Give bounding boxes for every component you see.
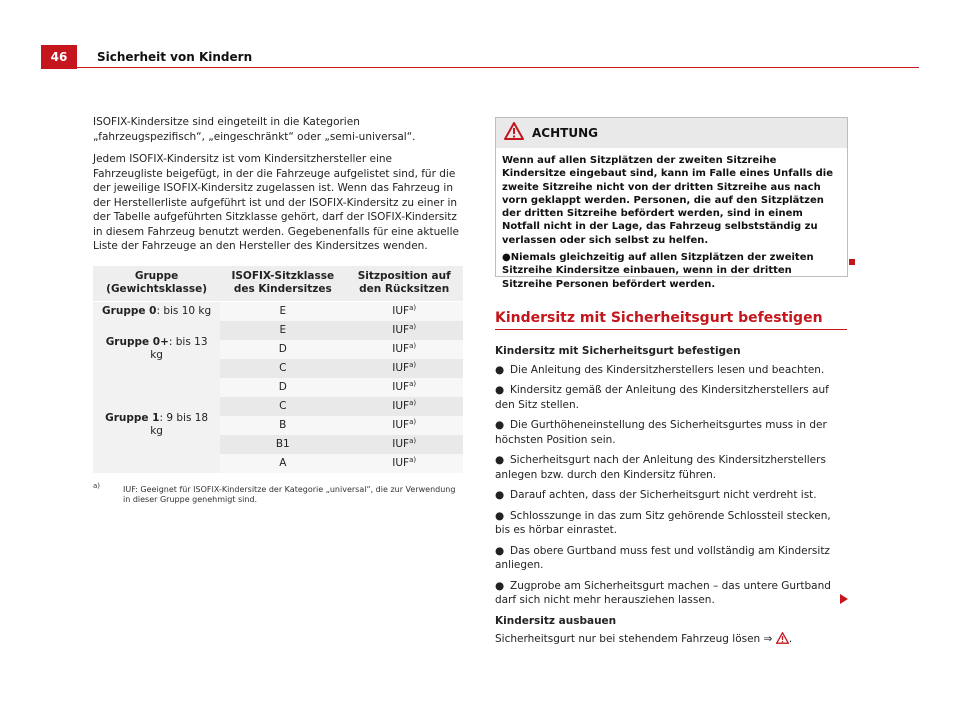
class-cell: B: [220, 416, 345, 435]
isofix-table: [93, 266, 463, 473]
warning-end-mark: [849, 259, 855, 265]
header-rule: [41, 67, 919, 68]
list-item: ● Zugprobe am Sicherheitsgurt machen – das untere Gurtband darf sich nicht mehr herausziehen lassen.: [495, 579, 831, 606]
list-item: ● Schlosszunge in das zum Sitz gehörende Schlossteil stecken, bis es hörbar einrastet.: [495, 509, 831, 536]
bullet-icon: ●: [495, 579, 505, 592]
table-header-position: Sitzposition auf den Rücksitzen: [345, 266, 463, 302]
subheading-fasten: Kindersitz mit Sicherheitsgurt befestigen: [495, 345, 741, 357]
footnote-text: IUF: Geeignet für ISOFIX-Kindersitze der Kategorie „universal“, die zur Verwendung in dieser Gruppe genehmigt sind.: [123, 484, 456, 504]
class-cell: B1: [220, 435, 345, 454]
bullet-icon: ●: [495, 384, 505, 396]
class-cell: E: [220, 301, 345, 321]
warning-title: ACHTUNG: [532, 125, 598, 140]
warning-bullet: ●Niemals gleichzeitig auf allen Sitzplätzen der zweiten Sitzreihe Kindersitze einbauen, wenn in der dritten Sitzreihe Personen befördert werden.: [502, 252, 814, 290]
warning-triangle-icon: [504, 122, 524, 145]
bullet-icon: ●: [495, 489, 505, 501]
class-cell: D: [220, 340, 345, 359]
table-header-group: Gruppe (Gewichtsklasse): [93, 266, 220, 302]
table-row: [93, 301, 463, 321]
class-cell: E: [220, 321, 345, 340]
right-column: [495, 344, 847, 655]
bullet-icon: ●: [495, 363, 505, 376]
bullet-icon: ●: [495, 454, 505, 466]
group-cell: Gruppe 1: 9 bis 18 kg: [93, 378, 220, 473]
left-column: [93, 115, 463, 505]
group-cell: Gruppe 0+: bis 13 kg: [93, 321, 220, 378]
remove-instruction: Sicherheitsgurt nur bei stehendem Fahrzeug lösen ⇒ .: [495, 632, 847, 649]
warning-body: [496, 148, 847, 291]
table-row: [93, 378, 463, 397]
warning-box: [495, 117, 848, 290]
position-cell: IUF$^{a)}$: [345, 397, 463, 416]
vehicle-list-paragraph: Jedem ISOFIX-Kindersitz ist vom Kindersitzhersteller eine Fahrzeugliste beigefügt, in der die Fahrzeuge aufgelistet sind, für die der jeweilige ISOFIX-Kindersitz zugelassen ist. Wenn das Fahrzeug in der Herstellerliste aufgeführt ist und der ISOFIX-Kindersitz zu einer in der Tabelle aufgeführten Sitzklasse gehört, darf der ISOFIX-Kindersitz in diesem Fahrzeug benutzt werden. Gegebenenfalls für eine aktuelle Liste der Fahrzeuge an den Hersteller des Kindersitzes wenden.: [93, 153, 459, 252]
position-cell: IUF$^{a)}$: [345, 416, 463, 435]
position-cell: IUF$^{a)}$: [345, 435, 463, 454]
footnote: [93, 481, 463, 505]
inline-warning-icon: [776, 632, 789, 649]
intro-paragraph: ISOFIX-Kindersitze sind eingeteilt in die Kategorien „fahrzeugspezifisch“, „eingeschränkt“ oder „semi-universal“.: [93, 116, 416, 143]
page-header-title: Sicherheit von Kindern: [97, 50, 253, 64]
list-item: ● Darauf achten, dass der Sicherheitsgurt nicht verdreht ist.: [495, 489, 817, 501]
footnote-mark: a): [93, 481, 101, 490]
warning-paragraph: Wenn auf allen Sitzplätzen der zweiten Sitzreihe Kindersitze eingebaut sind, kann im Falle eines Unfalls die zweite Sitzreihe nicht von der dritten Sitzreihe aus nach vorn geklappt werden. Personen, die auf den Sitzplätzen der dritten Sitzreihe befördert werden, sind in einem Notfall nicht in der Lage, das Fahrzeug selbstständig zu verlassen oder sich selbst zu helfen.: [502, 155, 834, 246]
bullet-icon: ●: [495, 544, 505, 557]
table-row: [93, 321, 463, 340]
section-title: Kindersitz mit Sicherheitsgurt befestigen: [495, 310, 823, 326]
position-cell: IUF$^{a)}$: [345, 378, 463, 397]
page-number: 46: [41, 45, 77, 69]
list-item: ● Das obere Gurtband muss fest und vollständig am Kindersitz anliegen.: [495, 544, 830, 571]
position-cell: IUF$^{a)}$: [345, 454, 463, 473]
bullet-icon: ●: [495, 419, 505, 431]
continue-arrow-icon: [840, 594, 848, 604]
table-header-class: ISOFIX-Sitzklasse des Kindersitzes: [220, 266, 345, 302]
position-cell: IUF$^{a)}$: [345, 301, 463, 321]
class-cell: C: [220, 359, 345, 378]
subheading-remove: Kindersitz ausbauen: [495, 614, 617, 627]
list-item: ● Sicherheitsgurt nach der Anleitung des Kindersitzherstellers anlegen bzw. durch den Kindersitz führen.: [495, 454, 826, 481]
group-cell: Gruppe 0: bis 10 kg: [93, 301, 220, 321]
class-cell: A: [220, 454, 345, 473]
list-item: ● Die Anleitung des Kindersitzherstellers lesen und beachten.: [495, 363, 825, 376]
instruction-list: [495, 363, 847, 608]
class-cell: D: [220, 378, 345, 397]
class-cell: C: [220, 397, 345, 416]
position-cell: IUF$^{a)}$: [345, 359, 463, 378]
position-cell: IUF$^{a)}$: [345, 340, 463, 359]
section-rule: [495, 329, 847, 330]
warning-header: [496, 118, 847, 148]
bullet-icon: ●: [495, 509, 505, 522]
position-cell: IUF$^{a)}$: [345, 321, 463, 340]
list-item: ● Kindersitz gemäß der Anleitung des Kindersitzherstellers auf den Sitz stellen.: [495, 384, 829, 411]
list-item: ● Die Gurthöheneinstellung des Sicherheitsgurtes muss in der höchsten Position sein.: [495, 419, 827, 446]
